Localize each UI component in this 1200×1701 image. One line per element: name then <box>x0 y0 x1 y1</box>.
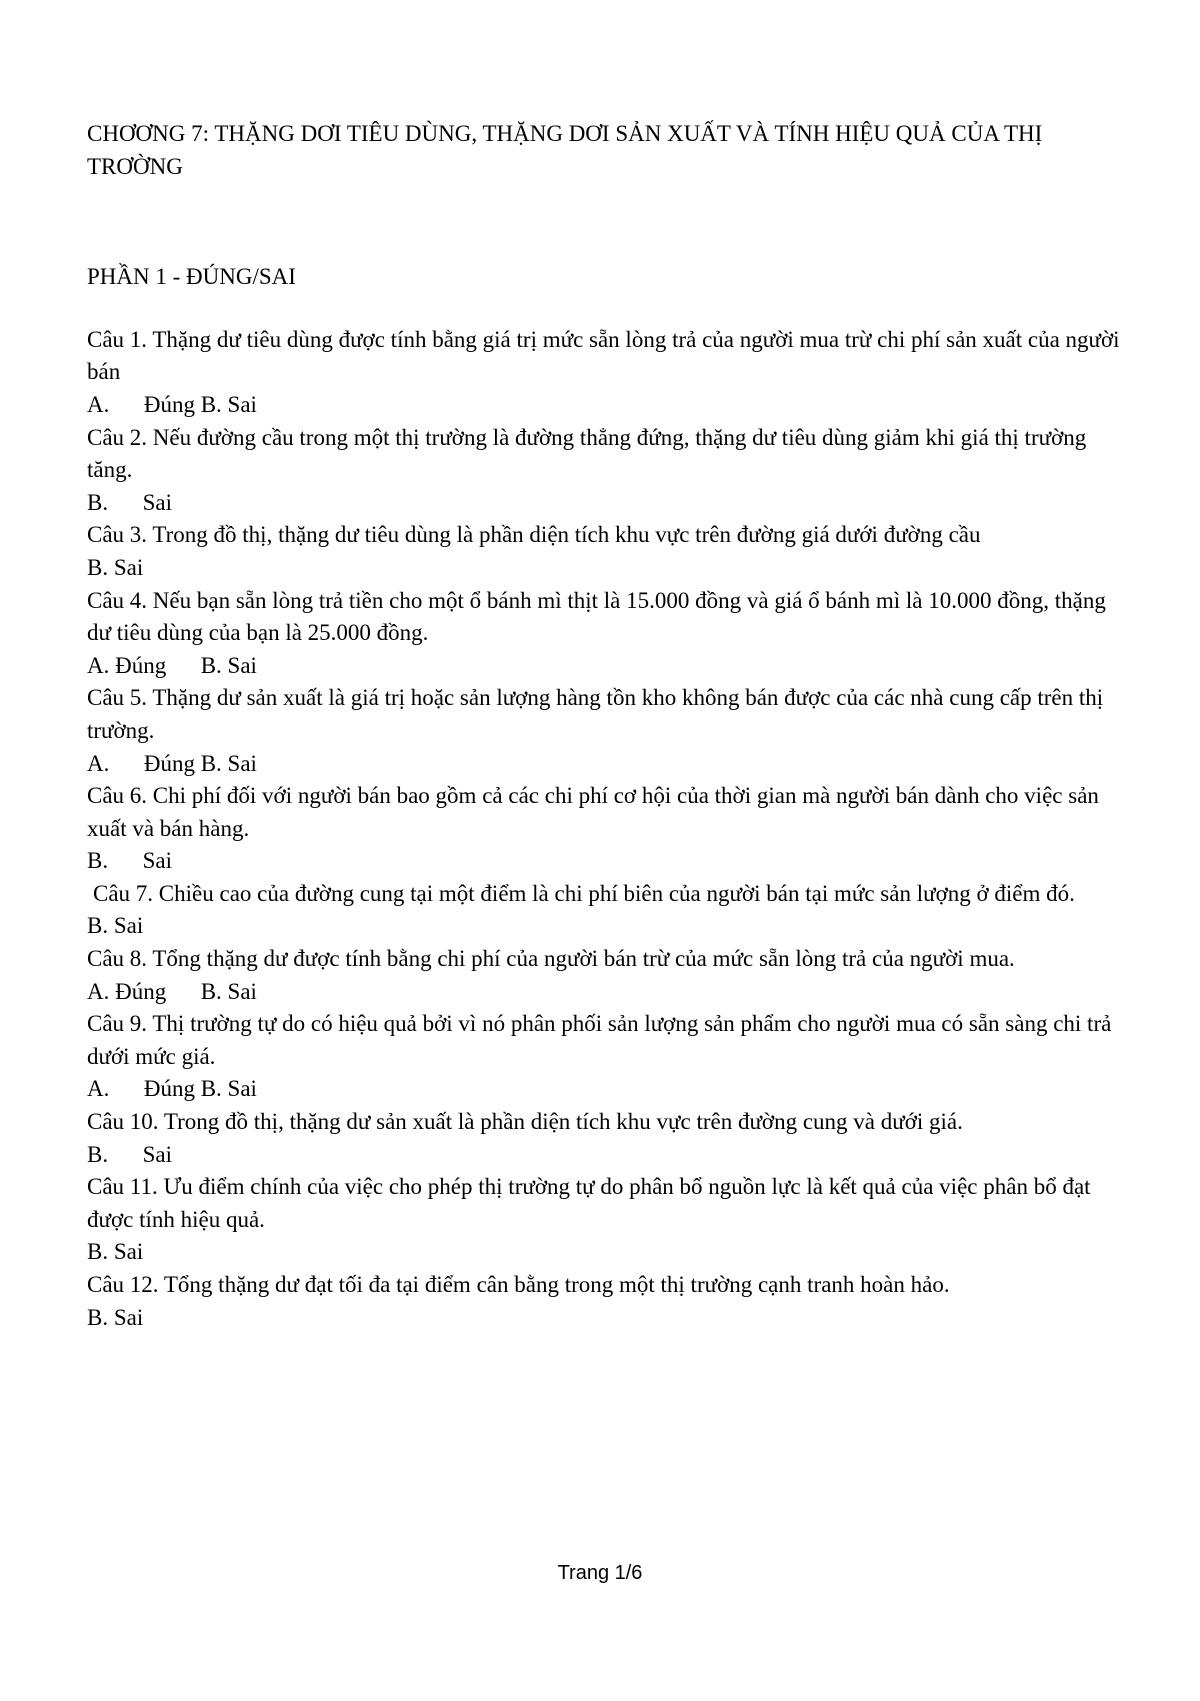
question-answer: A. Đúng B. Sai <box>87 391 257 417</box>
question-text: Câu 6. Chi phí đối với người bán bao gồm cả các chi phí cơ hội của thời gian mà người bán dành cho việc sản xuất và bán hàng. <box>87 783 1099 841</box>
question-text: Câu 5. Thặng dư sản xuất là giá trị hoặc sản lượng hàng tồn kho không bán được của các nhà cung cấp trên thị trường. <box>87 685 1104 743</box>
question-text: Câu 11. Ưu điểm chính của việc cho phép thị trường tự do phân bổ nguồn lực là kết quả của việc phân bổ đạt được tính hiệu quả. <box>87 1174 1091 1232</box>
question-list <box>87 324 1127 1334</box>
question-answer: A. Đúng B. Sai <box>87 1076 257 1102</box>
question-item <box>87 1171 1127 1269</box>
question-answer: A. Đúng B. Sai <box>87 978 257 1004</box>
question-item <box>87 519 1127 584</box>
question-answer: B. Sai <box>87 848 172 874</box>
question-item <box>87 585 1127 683</box>
question-item <box>87 1008 1127 1106</box>
question-text: Câu 1. Thặng dư tiêu dùng được tính bằng giá trị mức sẵn lòng trả của người mua trừ chi phí sản xuất của người bán <box>87 326 1120 385</box>
question-answer: B. Sai <box>87 1239 144 1265</box>
question-item <box>87 780 1127 878</box>
question-answer: B. Sai <box>87 554 144 580</box>
question-item <box>87 682 1127 780</box>
question-answer: B. Sai <box>87 489 172 515</box>
question-item <box>87 943 1127 1008</box>
question-item <box>87 878 1127 943</box>
question-text: Câu 9. Thị trường tự do có hiệu quả bởi vì nó phân phối sản lượng sản phẩm cho người mua có sẵn sàng chi trả dưới mức giá. <box>87 1011 1112 1069</box>
page-content <box>87 118 1127 1334</box>
section-heading: PHẦN 1 - ĐÚNG/SAI <box>87 264 296 290</box>
question-item <box>87 1106 1127 1171</box>
question-text: Câu 10. Trong đồ thị, thặng dư sản xuất là phần diện tích khu vực trên đường cung và dưới giá. <box>87 1109 963 1135</box>
question-answer: B. Sai <box>87 913 144 939</box>
question-item <box>87 422 1127 520</box>
question-item <box>87 324 1127 422</box>
question-text: Câu 2. Nếu đường cầu trong một thị trường là đường thẳng đứng, thặng dư tiêu dùng giảm khi giá thị trường tăng. <box>87 424 1087 483</box>
question-answer: B. Sai <box>87 1304 144 1330</box>
question-item <box>87 1269 1127 1334</box>
page-number-footer: Trang 1/6 <box>557 1562 643 1584</box>
question-answer: B. Sai <box>87 1141 172 1167</box>
question-text: Câu 3. Trong đồ thị, thặng dư tiêu dùng là phần diện tích khu vực trên đường giá dưới đường cầu <box>87 522 981 548</box>
question-text: Câu 7. Chiều cao của đường cung tại một điểm là chi phí biên của người bán tại mức sản lượng ở điểm đó. <box>93 880 1075 906</box>
question-text: Câu 8. Tổng thặng dư được tính bằng chi phí của người bán trừ của mức sẵn lòng trả của người mua. <box>87 946 1015 972</box>
question-text: Câu 4. Nếu bạn sẵn lòng trả tiền cho một ổ bánh mì thịt là 15.000 đồng và giá ổ bánh mì là 10.000 đồng, thặng dư tiêu dùng của bạn là 25.000 đồng. <box>87 587 1106 646</box>
question-text: Câu 12. Tổng thặng dư đạt tối đa tại điểm cân bằng trong một thị trường cạnh tranh hoàn hảo. <box>87 1272 950 1297</box>
question-answer: A. Đúng B. Sai <box>87 652 257 678</box>
chapter-title: CHƠƠNG 7: THẶNG DƠI TIÊU DÙNG, THẶNG DƠI SẢN XUẤT VÀ TÍNH HIỆU QUẢ CỦA THỊ TRƠỜNG <box>87 121 1043 179</box>
question-answer: A. Đúng B. Sai <box>87 750 257 776</box>
